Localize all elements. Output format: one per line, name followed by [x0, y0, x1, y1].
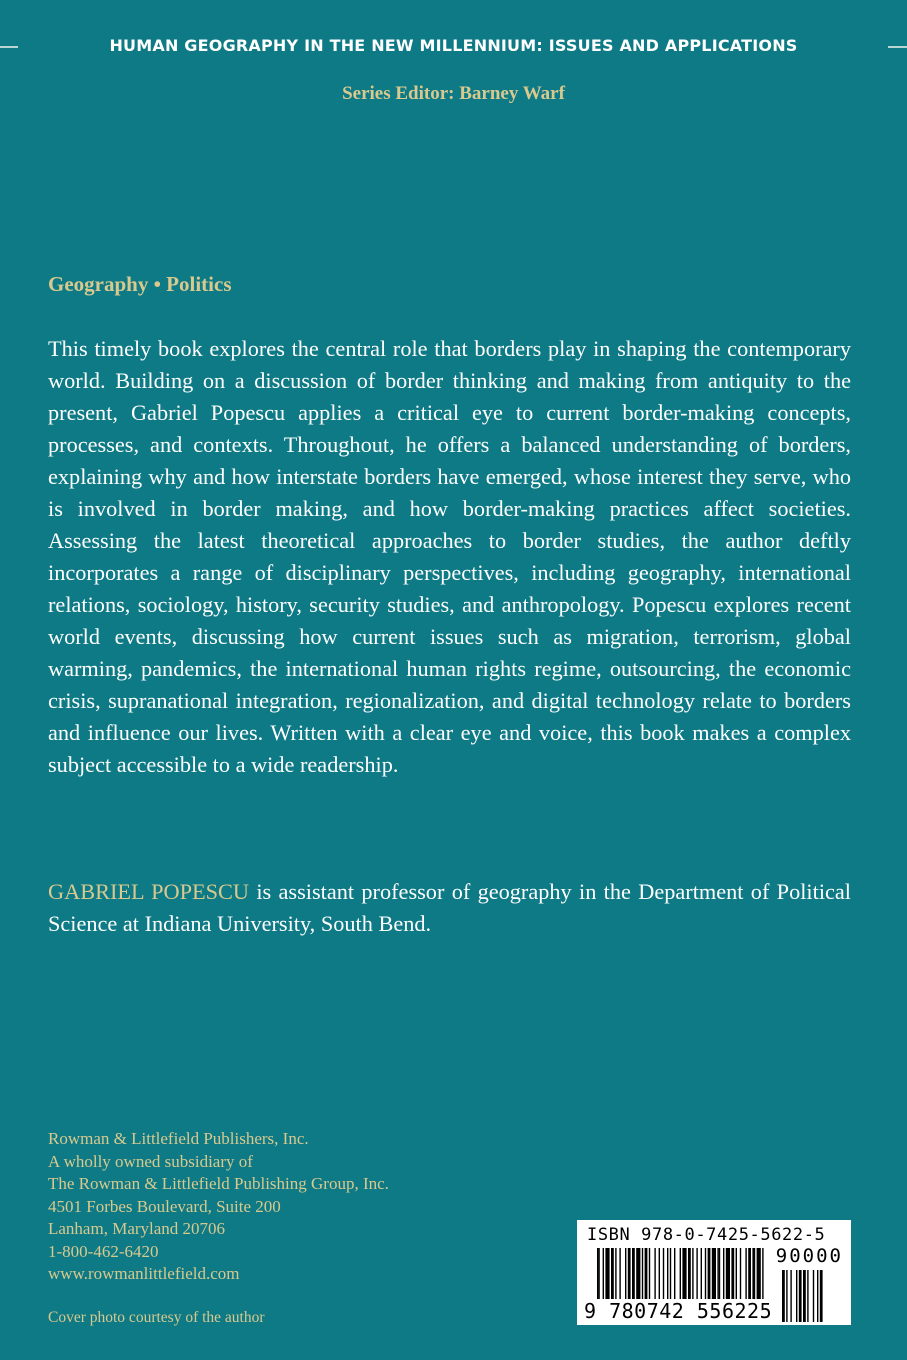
- series-editor: Series Editor: Barney Warf: [342, 83, 565, 104]
- publisher-line: 1-800-462-6420: [48, 1241, 159, 1261]
- barcode-bar: [803, 1270, 806, 1322]
- barcode-bar: [817, 1270, 818, 1322]
- publisher-line: The Rowman & Littlefield Publishing Group, Inc.: [48, 1174, 389, 1193]
- price-addon: 90000: [775, 1245, 843, 1267]
- publisher-line: Lanham, Maryland 20706: [48, 1219, 226, 1238]
- isbn-barcode: [577, 1220, 851, 1325]
- barcode-bar: [782, 1270, 785, 1322]
- photo-credit: Cover photo courtesy of the author: [48, 1309, 265, 1326]
- publisher-website: www.rowmanlittlefield.com: [48, 1264, 240, 1283]
- author-name: GABRIEL POPESCU: [48, 879, 250, 904]
- barcode-bar: [786, 1270, 787, 1322]
- author-bio-text: is assistant professor of geography in the Department of Political Science at Indiana University, South Bend.: [48, 879, 852, 936]
- barcode-bar: [799, 1270, 802, 1322]
- barcode-bar: [820, 1270, 823, 1322]
- publisher-line: 4501 Forbes Boulevard, Suite 200: [48, 1196, 281, 1216]
- publisher-line: Rowman & Littlefield Publishers, Inc.: [48, 1129, 309, 1148]
- ean-digits: 9 780742 556225: [584, 1299, 773, 1323]
- barcode-bar: [807, 1270, 808, 1322]
- author-bio: [48, 876, 851, 940]
- categories: Geography • Politics: [48, 272, 232, 296]
- publisher-info: [48, 1128, 389, 1286]
- book-description: This timely book explores the central role that borders play in shaping the contemporary world. Building on a discussion of border thinking and making from antiquity to the present, Gabriel Popescu applies a critical eye to current border-making concepts, processes, and contexts. Throughout, he offers a balanced understanding of borders, explaining why and how interstate borders have emerged, whose interest they serve, who is involved in border making, and how border-making practices affect societies. Assessing the latest theoretical approaches to border studies, the author deftly incorporates a range of disciplinary perspectives, including geography, international relations, sociology, history, security studies, and anthropology. Popescu explores recent world events, discussing how current issues such as migration, terrorism, global warming, pandemics, the international human rights regime, outsourcing, the economic crisis, supranational integration, regionalization, and digital technology relate to borders and influence our lives. Written with a clear eye and voice, this book makes a complex subject accessible to a wide readership.: [48, 336, 851, 777]
- publisher-line: A wholly owned subsidiary of: [48, 1151, 253, 1171]
- series-title: HUMAN GEOGRAPHY IN THE NEW MILLENNIUM: ISSUES AND APPLICATIONS: [109, 36, 798, 55]
- barcode-bar: [796, 1270, 797, 1322]
- barcode-bar: [813, 1270, 814, 1322]
- barcode-bar: [790, 1270, 791, 1322]
- isbn-text: ISBN 978-0-7425-5622-5: [587, 1225, 826, 1245]
